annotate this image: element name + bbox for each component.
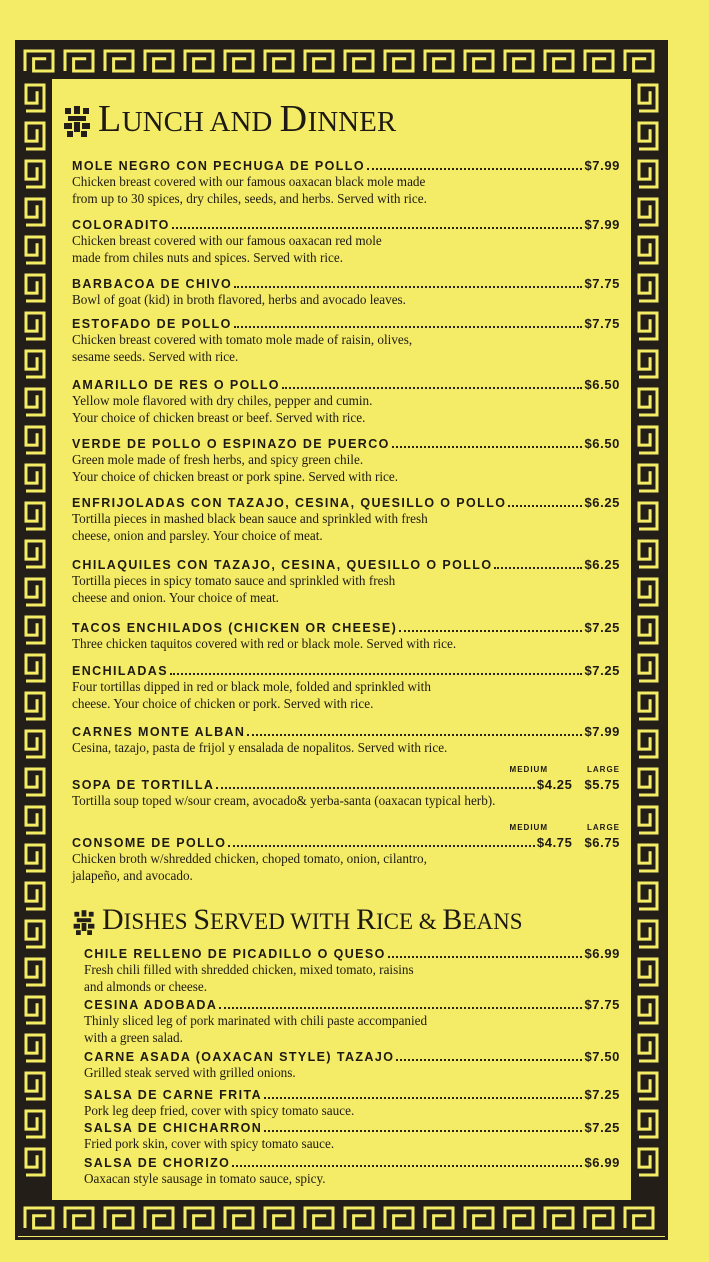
menu-item-description: Chicken breast covered with tomato mole made of raisin, olives, (72, 332, 413, 347)
greek-key-motif (26, 997, 44, 1023)
dot-leader (282, 387, 583, 389)
menu-item (84, 946, 620, 994)
menu-item (72, 620, 620, 652)
menu-item-description: Your choice of chicken breast or beef. Served with rice. (72, 409, 366, 425)
menu-item (72, 158, 620, 206)
menu-item-description: sesame seeds. Served with rice. (72, 348, 239, 364)
greek-key-motif (639, 617, 657, 643)
greek-key-motif (265, 1208, 293, 1228)
dot-leader (219, 1007, 582, 1009)
title-rest: EANS (462, 909, 523, 934)
menu-item-description: Chicken breast covered with our famous oaxacan red mole (72, 233, 382, 248)
dot-leader (216, 787, 535, 789)
greek-key-motif (26, 731, 44, 757)
greek-key-motif (425, 1208, 453, 1228)
greek-key-motif (26, 503, 44, 529)
dot-leader (396, 1059, 582, 1061)
greek-key-motif (639, 997, 657, 1023)
menu-item-header (84, 1120, 620, 1135)
greek-key-motif (105, 1208, 133, 1228)
menu-item-price-large: $5.75 (584, 777, 620, 792)
menu-item-description: Grilled steak served with grilled onions. (84, 1065, 296, 1080)
greek-key-motif (639, 427, 657, 453)
greek-key-motif (25, 51, 53, 71)
greek-key-motif (26, 845, 44, 871)
greek-key-motif (639, 579, 657, 605)
greek-key-motif (26, 959, 44, 985)
greek-key-motif (639, 883, 657, 909)
menu-item-header (84, 1087, 620, 1102)
title-rest: INNER (307, 106, 397, 138)
menu-item-description: Oaxacan style sausage in tomato sauce, spicy. (84, 1171, 326, 1186)
greek-key-motif (639, 807, 657, 833)
menu-item-price: $6.25 (584, 557, 620, 572)
greek-key-pattern-bottom (18, 1200, 665, 1236)
menu-item (72, 316, 620, 364)
dot-leader (234, 286, 582, 288)
menu-item-header (84, 1155, 620, 1170)
dot-leader (228, 845, 535, 847)
menu-item-name: SALSA DE CARNE FRITA (84, 1088, 262, 1102)
greek-key-motif (26, 123, 44, 149)
menu-item-name: CHILAQUILES CON TAZAJO, CESINA, QUESILLO O POLLO (72, 558, 493, 572)
dot-leader (234, 326, 583, 328)
menu-item-price: $6.99 (584, 1155, 620, 1170)
menu-item (72, 495, 620, 543)
greek-key-motif (225, 1208, 253, 1228)
menu-item-description: Tortilla pieces in mashed black bean sauce and sprinkled with fresh (72, 511, 428, 526)
dot-leader (367, 168, 583, 170)
greek-key-motif (639, 1111, 657, 1137)
menu-item-price: $6.50 (584, 377, 620, 392)
greek-key-motif (345, 1208, 373, 1228)
greek-key-motif (185, 1208, 213, 1228)
menu-item (72, 276, 620, 308)
greek-key-border-top (18, 43, 665, 79)
greek-key-motif (425, 51, 453, 71)
greek-key-motif (26, 1035, 44, 1061)
greek-key-motif (639, 275, 657, 301)
menu-item-description: Chicken breast covered with our famous oaxacan black mole made (72, 174, 426, 189)
title-initial: D (279, 98, 308, 140)
greek-key-motif (465, 51, 493, 71)
menu-item-header (84, 946, 620, 961)
greek-key-motif (639, 503, 657, 529)
menu-item-description: from up to 30 spices, dry chiles, seeds, and herbs. Served with rice. (72, 190, 427, 206)
menu-item-name: VERDE DE POLLO O ESPINAZO DE PUERCO (72, 437, 390, 451)
section-title-text (98, 100, 396, 139)
greek-key-motif (265, 51, 293, 71)
menu-item-price: $7.99 (584, 158, 620, 173)
greek-key-motif (639, 921, 657, 947)
menu-item-name: SALSA DE CHORIZO (84, 1156, 231, 1170)
greek-key-motif (639, 541, 657, 567)
dot-leader (232, 1165, 582, 1167)
title-rest: ISHES (123, 909, 194, 934)
menu-item-header (72, 835, 620, 850)
menu-item-name: MOLE NEGRO CON PECHUGA DE POLLO (72, 159, 365, 173)
title-initial: S (193, 903, 211, 936)
menu-item-header (84, 997, 620, 1012)
greek-key-motif (639, 1035, 657, 1061)
dot-leader (392, 446, 583, 448)
greek-key-motif (26, 655, 44, 681)
title-rest: ERVED WITH (210, 909, 356, 934)
greek-key-motif (639, 769, 657, 795)
greek-key-motif (225, 51, 253, 71)
menu-item-price: $7.25 (584, 663, 620, 678)
greek-key-motif (639, 693, 657, 719)
greek-key-border-left (18, 79, 52, 1200)
menu-item-name: ENCHILADAS (72, 664, 168, 678)
menu-item-name: CESINA ADOBADA (84, 998, 218, 1012)
menu-item-name: AMARILLO DE RES O POLLO (72, 378, 280, 392)
greek-key-motif (585, 51, 613, 71)
greek-key-motif (26, 1073, 44, 1099)
greek-key-motif (639, 1073, 657, 1099)
greek-key-motif (545, 51, 573, 71)
greek-key-motif (305, 51, 333, 71)
section-title-text (102, 903, 523, 937)
menu-item-description: jalapeño, and avocado. (72, 867, 193, 883)
greek-key-motif (26, 1149, 44, 1175)
menu-item (84, 1049, 620, 1081)
size-label-medium: MEDIUM (509, 823, 548, 832)
size-label-large: LARGE (587, 765, 620, 774)
greek-key-motif (639, 237, 657, 263)
greek-key-motif (145, 1208, 173, 1228)
menu-item-name: BARBACOA DE CHIVO (72, 277, 233, 291)
greek-key-motif (505, 51, 533, 71)
menu-item-header (72, 276, 620, 291)
greek-key-motif (65, 51, 93, 71)
menu-item-description: Cesina, tazajo, pasta de frijol y ensalada de nopalitos. Served with rice. (72, 740, 448, 755)
size-label-large: LARGE (587, 823, 620, 832)
menu-item-price: $7.25 (584, 1087, 620, 1102)
dot-leader (247, 734, 582, 736)
greek-key-motif (639, 123, 657, 149)
dot-leader (508, 505, 582, 507)
menu-item-header (72, 724, 620, 739)
menu-item-name: SOPA DE TORTILLA (72, 778, 215, 792)
greek-key-motif (639, 845, 657, 871)
menu-item-description: Thinly sliced leg of pork marinated with chili paste accompanied (84, 1013, 428, 1028)
menu-item-header (72, 663, 620, 678)
section-title-rice-beans (72, 903, 523, 937)
greek-key-motif (505, 1208, 533, 1228)
menu-item-header (72, 436, 620, 451)
menu-item-price: $7.99 (584, 217, 620, 232)
title-initial: R (355, 903, 376, 936)
dot-leader (264, 1097, 582, 1099)
greek-key-pattern-left (18, 79, 52, 1200)
menu-item-price: $6.25 (584, 495, 620, 510)
greek-key-motif (26, 275, 44, 301)
greek-key-motif (345, 51, 373, 71)
section-title-lunch-dinner (62, 100, 396, 139)
menu-item-header (72, 377, 620, 392)
menu-item (84, 1120, 620, 1152)
greek-key-motif (26, 1111, 44, 1137)
menu-item (72, 823, 620, 883)
greek-key-motif (639, 85, 657, 111)
greek-key-motif (639, 199, 657, 225)
menu-item-description: Fresh chili filled with shredded chicken, mixed tomato, raisins (84, 962, 414, 977)
menu-item-price: $7.50 (584, 1049, 620, 1064)
menu-item-description: cheese, onion and parsley. Your choice of meat. (72, 527, 323, 543)
menu-item (72, 217, 620, 265)
greek-key-motif (26, 921, 44, 947)
menu-item-price: $7.25 (584, 620, 620, 635)
menu-item-price: $4.75 (536, 835, 573, 850)
greek-key-motif (639, 161, 657, 187)
greek-key-motif (26, 313, 44, 339)
menu-item-name: ESTOFADO DE POLLO (72, 317, 232, 331)
greek-key-motif (305, 1208, 333, 1228)
greek-key-motif (105, 51, 133, 71)
menu-item-description: Three chicken taquitos covered with red or black mole. Served with rice. (72, 636, 457, 651)
menu-item-description: Your choice of chicken breast or pork spine. Served with rice. (72, 468, 399, 484)
greek-key-motif (65, 1208, 93, 1228)
menu-item-price: $7.99 (584, 724, 620, 739)
greek-key-motif (26, 161, 44, 187)
greek-key-motif (385, 51, 413, 71)
menu-item-description: Bowl of goat (kid) in broth flavored, herbs and avocado leaves. (72, 292, 406, 307)
greek-key-motif (639, 313, 657, 339)
menu-item-header (84, 1049, 620, 1064)
greek-key-motif (145, 51, 173, 71)
greek-key-motif (26, 579, 44, 605)
size-label-medium: MEDIUM (509, 765, 548, 774)
menu-item-description: with a green salad. (84, 1029, 183, 1045)
greek-key-border-bottom (18, 1200, 665, 1236)
greek-key-pattern-right (631, 79, 665, 1200)
greek-key-motif (26, 427, 44, 453)
greek-key-motif (26, 389, 44, 415)
greek-key-motif (26, 617, 44, 643)
menu-item-name: TACOS ENCHILADOS (CHICKEN OR CHEESE) (72, 621, 398, 635)
menu-item-name: CARNE ASADA (OAXACAN STYLE) TAZAJO (84, 1050, 395, 1064)
menu-item-header (72, 316, 620, 331)
greek-key-motif (25, 1208, 53, 1228)
menu-item-header (72, 620, 620, 635)
menu-item-price: $4.25 (536, 777, 573, 792)
greek-key-motif (465, 1208, 493, 1228)
title-rest: UNCH AND (121, 106, 280, 138)
menu-item-header (72, 557, 620, 572)
greek-key-motif (639, 655, 657, 681)
menu-item-price: $6.50 (584, 436, 620, 451)
decorative-glyph-icon (72, 909, 96, 937)
menu-item-price: $6.99 (584, 946, 620, 961)
greek-key-motif (639, 731, 657, 757)
greek-key-border-right (631, 79, 665, 1200)
menu-item (84, 997, 620, 1045)
greek-key-motif (585, 1208, 613, 1228)
menu-item-description: cheese and onion. Your choice of meat. (72, 589, 279, 605)
menu-item-description: Green mole made of fresh herbs, and spicy green chile. (72, 452, 364, 467)
title-rest: ICE & (375, 909, 443, 934)
title-initial: B (442, 903, 463, 936)
title-initial: L (98, 98, 122, 140)
menu-item-price: $7.75 (584, 276, 620, 291)
menu-item-description: Four tortillas dipped in red or black mole, folded and sprinkled with (72, 679, 431, 694)
greek-key-motif (639, 465, 657, 491)
menu-item-header (72, 777, 620, 792)
menu-item (72, 663, 620, 711)
menu-item-name: COLORADITO (72, 218, 170, 232)
menu-item-description: Fried pork skin, cover with spicy tomato sauce. (84, 1136, 335, 1151)
dot-leader (388, 956, 583, 958)
greek-key-motif (26, 541, 44, 567)
menu-item-price-large: $6.75 (584, 835, 620, 850)
menu-item-header (72, 495, 620, 510)
menu-item-price: $7.25 (584, 1120, 620, 1135)
menu-item-description: Tortilla soup toped w/sour cream, avocado& yerba-santa (oaxacan typical herb). (72, 793, 496, 808)
menu-item-description: Chicken broth w/shredded chicken, choped tomato, onion, cilantro, (72, 851, 427, 866)
greek-key-motif (26, 85, 44, 111)
greek-key-motif (26, 883, 44, 909)
greek-key-motif (639, 351, 657, 377)
greek-key-motif (545, 1208, 573, 1228)
dot-leader (494, 567, 582, 569)
menu-item (72, 557, 620, 605)
menu-item-header (72, 158, 620, 173)
dot-leader (170, 673, 583, 675)
menu-item-name: CONSOME DE POLLO (72, 836, 227, 850)
menu-item-name: CHILE RELLENO DE PICADILLO O QUESO (84, 947, 386, 961)
menu-item-name: ENFRIJOLADAS CON TAZAJO, CESINA, QUESILLO O POLLO (72, 496, 507, 510)
greek-key-motif (625, 51, 653, 71)
menu-item (84, 1155, 620, 1187)
menu-item-name: CARNES MONTE ALBAN (72, 725, 246, 739)
greek-key-motif (26, 351, 44, 377)
greek-key-motif (639, 1149, 657, 1175)
dot-leader (399, 630, 582, 632)
menu-item-description: made from chiles nuts and spices. Served with rice. (72, 249, 344, 265)
greek-key-motif (26, 237, 44, 263)
dot-leader (172, 227, 583, 229)
greek-key-motif (26, 199, 44, 225)
greek-key-motif (385, 1208, 413, 1228)
menu-item-description: cheese. Your choice of chicken or pork. Served with rice. (72, 695, 374, 711)
greek-key-motif (26, 693, 44, 719)
menu-item-name: SALSA DE CHICHARRON (84, 1121, 263, 1135)
menu-item-description: Pork leg deep fried, cover with spicy tomato sauce. (84, 1103, 355, 1118)
greek-key-pattern-top (18, 43, 665, 79)
greek-key-motif (625, 1208, 653, 1228)
decorative-glyph-icon (62, 105, 92, 139)
menu-item-description: Yellow mole flavored with dry chiles, pepper and cumin. (72, 393, 373, 408)
menu-item (72, 436, 620, 484)
greek-key-motif (639, 389, 657, 415)
menu-item-price: $7.75 (584, 997, 620, 1012)
greek-key-motif (26, 807, 44, 833)
greek-key-motif (639, 959, 657, 985)
title-initial: D (102, 903, 124, 936)
menu-item (84, 1087, 620, 1119)
greek-key-motif (26, 769, 44, 795)
menu-item (72, 377, 620, 425)
menu-item (72, 724, 620, 756)
menu-item-description: and almonds or cheese. (84, 978, 208, 994)
greek-key-motif (26, 465, 44, 491)
dot-leader (264, 1130, 582, 1132)
menu-item (72, 765, 620, 809)
menu-item-description: Tortilla pieces in spicy tomato sauce and sprinkled with fresh (72, 573, 396, 588)
greek-key-motif (185, 51, 213, 71)
menu-item-price: $7.75 (584, 316, 620, 331)
menu-item-header (72, 217, 620, 232)
